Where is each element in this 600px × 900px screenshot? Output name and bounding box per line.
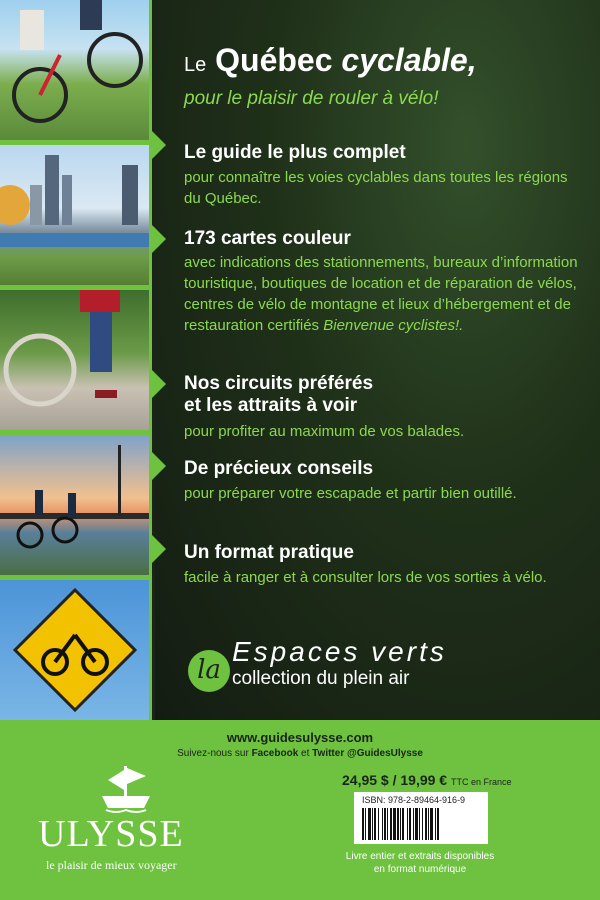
publisher-tagline: le plaisir de mieux voyager — [46, 858, 177, 872]
title-cyclable: cyclable, — [341, 42, 477, 78]
book-title — [184, 42, 477, 79]
collection-tagline: collection du plein air — [232, 668, 410, 689]
digital-line-2: en format numérique — [373, 864, 467, 875]
ship-icon — [96, 762, 156, 814]
section-body: pour profiter au maximum de vos balades. — [184, 423, 465, 440]
bike-sign-photo — [0, 580, 149, 720]
arrow-marker-4 — [152, 452, 166, 480]
section-heading: 173 cartes couleur — [184, 228, 351, 249]
arrow-marker-2 — [152, 225, 166, 253]
book-subtitle: pour le plaisir de rouler à vélo! — [184, 88, 439, 109]
section-body: pour préparer votre escapade et partir bien outillé. — [184, 485, 517, 502]
bicycle-rider-photo — [0, 290, 149, 430]
section-body-text: avec indications des stationnements, bureaux d’information touristique, boutiques de location et de réparation de vélos, centres de vélo de montagne et lieux d’hébergement et de restauration certifiés — [184, 254, 578, 334]
arrow-marker-3 — [152, 370, 166, 398]
section-body — [184, 252, 584, 336]
section-body: pour connaître les voies cyclables dans toutes les régions du Québec. — [184, 169, 568, 207]
photo-strip — [0, 0, 152, 720]
social-line — [0, 748, 600, 759]
section-body: facile à ranger et à consulter lors de vos sorties à vélo. — [184, 569, 547, 586]
digital-line-1: Livre entier et extraits disponibles — [345, 851, 495, 862]
price-label — [342, 772, 512, 788]
publisher-logo: ULYSSE — [38, 813, 184, 855]
section-heading: De précieux conseils — [184, 458, 374, 479]
city-skyline-photo — [0, 145, 149, 285]
section-heading: Nos circuits préférés — [184, 373, 374, 394]
facebook-link[interactable]: Facebook — [251, 748, 299, 759]
isbn-number: ISBN: 978-2-89464-916-9 — [362, 795, 466, 805]
barcode-icon — [360, 808, 482, 840]
twitter-link[interactable]: Twitter — [312, 748, 345, 759]
digital-availability — [320, 850, 520, 876]
website-link[interactable]: www.guidesulysse.com — [226, 730, 374, 745]
collection-name: Espaces verts — [232, 636, 447, 667]
title-le: Le — [184, 54, 207, 76]
follow-prefix: Suivez-nous sur — [177, 748, 249, 759]
twitter-handle[interactable]: @GuidesUlysse — [347, 748, 423, 759]
price-value: 24,95 $ / 19,99 € — [342, 772, 448, 788]
title-quebec: Québec — [215, 42, 333, 78]
follow-and: et — [301, 748, 310, 759]
arrow-marker-1 — [152, 131, 166, 159]
section-heading-line2: et les attraits à voir — [184, 395, 358, 416]
barcode-box — [354, 792, 488, 844]
section-heading: Un format pratique — [184, 542, 354, 563]
section-heading: Le guide le plus complet — [184, 142, 406, 163]
arrow-marker-5 — [152, 535, 166, 563]
collection-la-badge: la — [188, 650, 230, 692]
cyclists-photo — [0, 0, 149, 140]
waterfront-cyclists-photo — [0, 435, 149, 575]
price-note: TTC en France — [450, 777, 512, 787]
section-body-italic: Bienvenue cyclistes!. — [323, 317, 464, 334]
